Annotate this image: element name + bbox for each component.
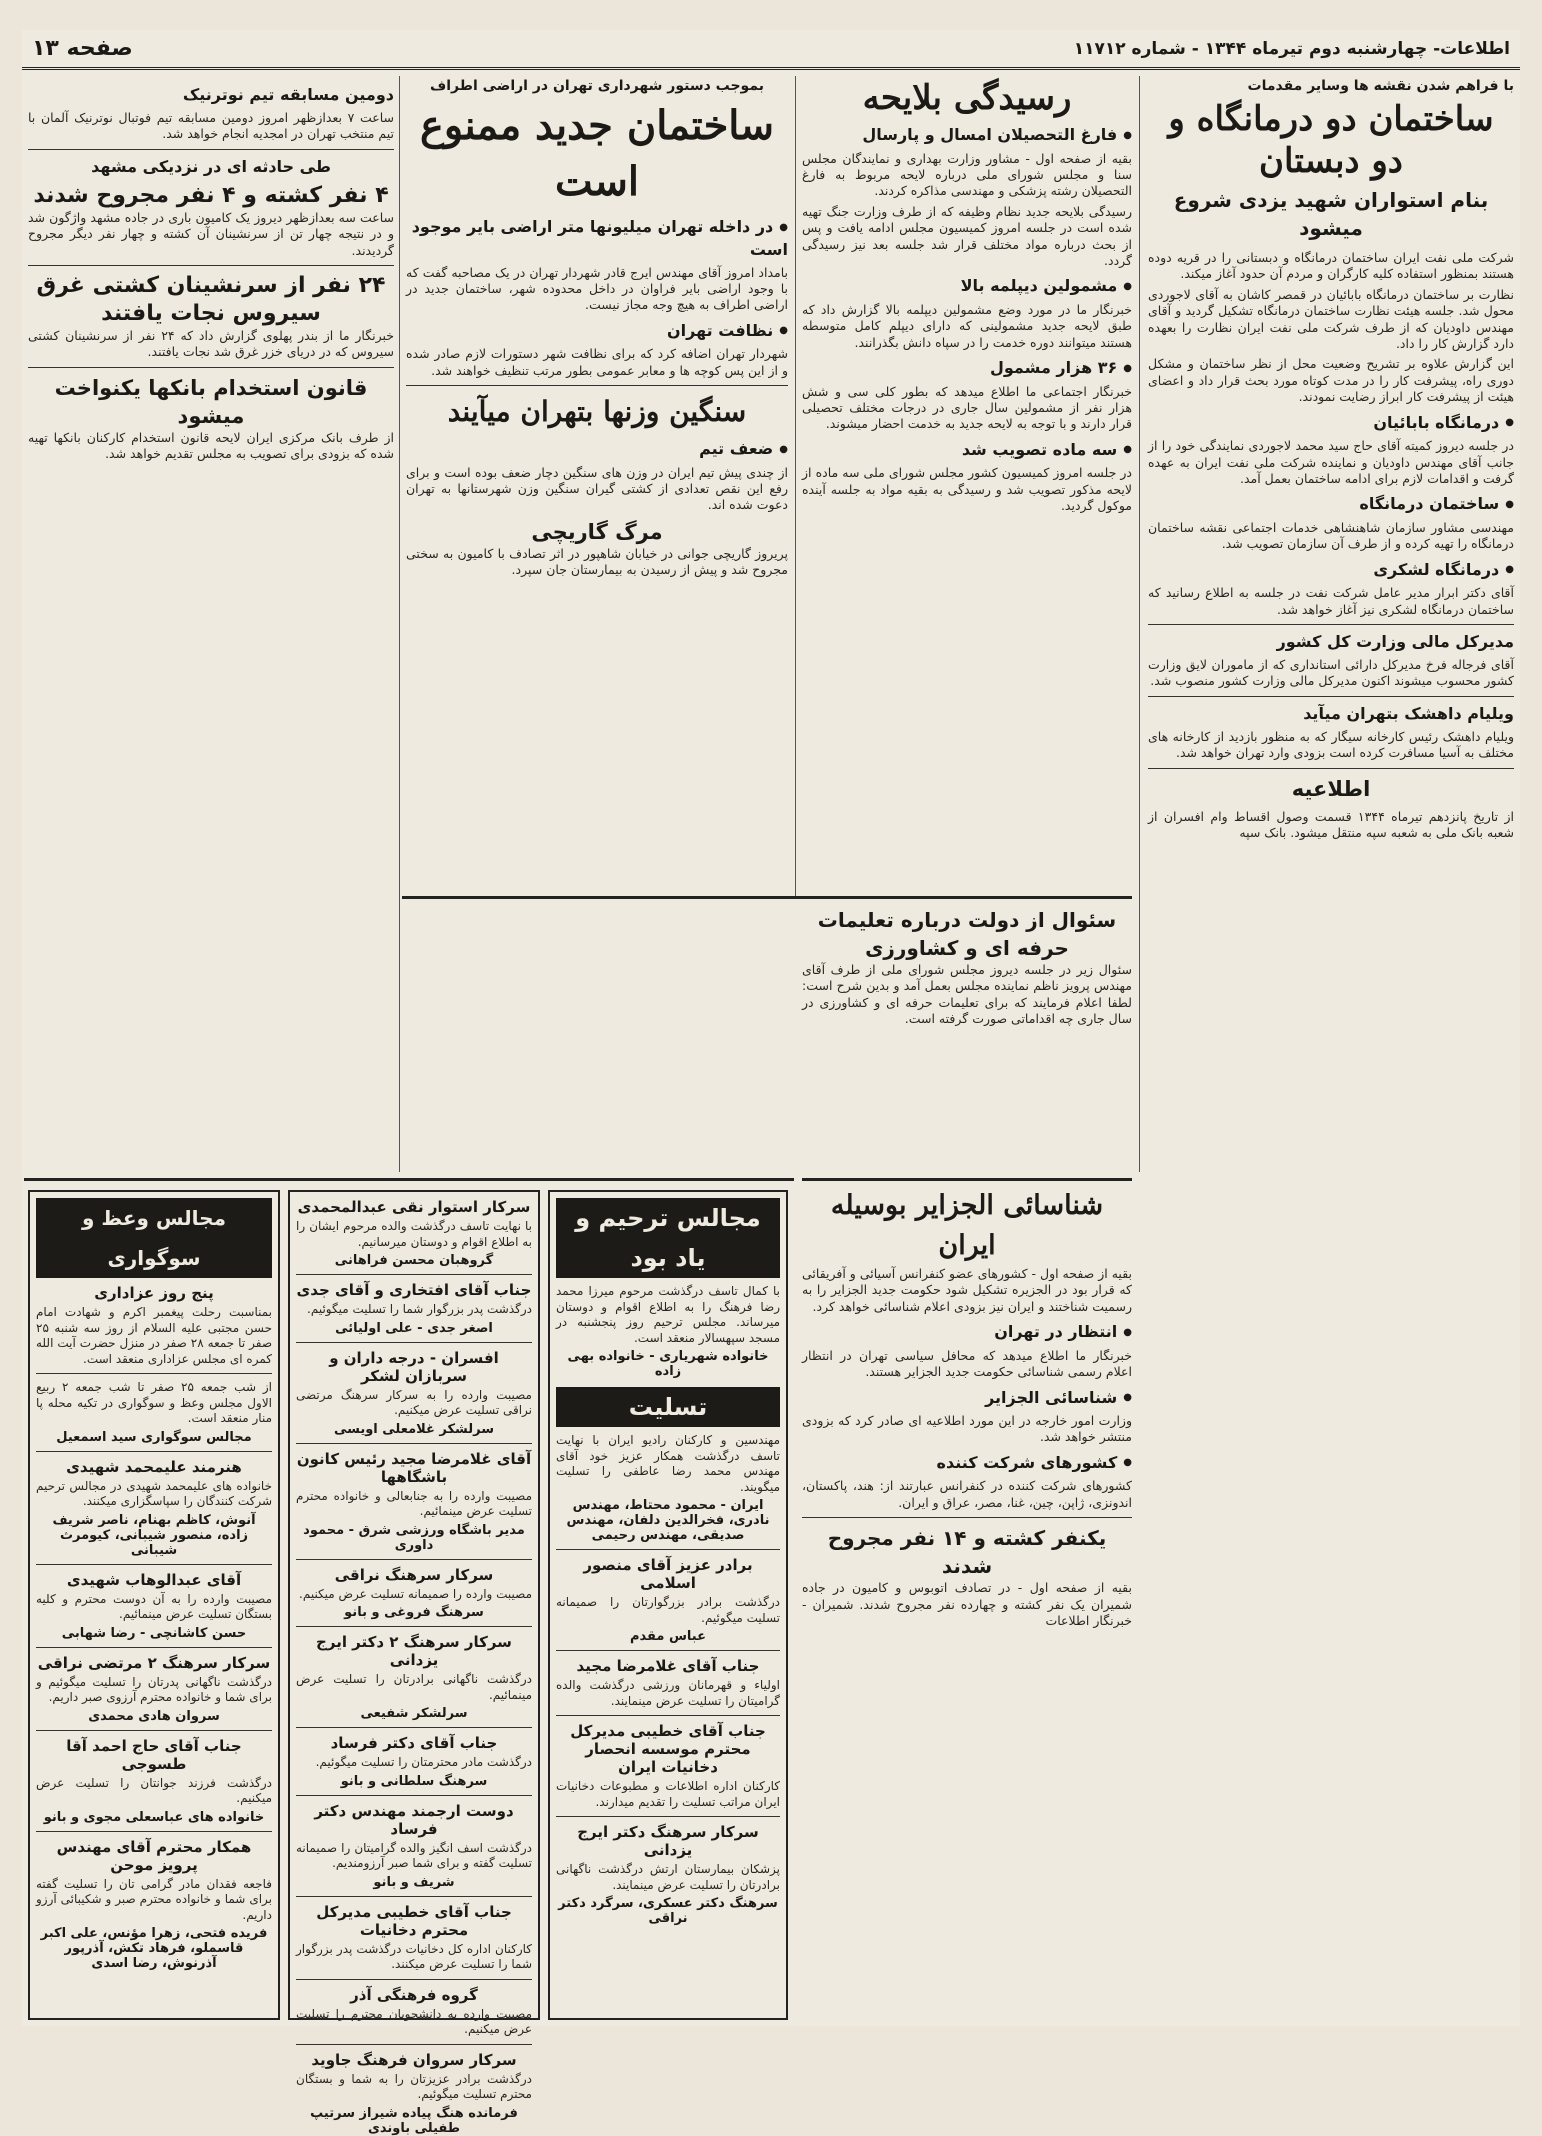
condolence-item: جناب آقای خطیبی مدیرکل محترم دخانیات کارکنان اداره کل دخانیات درگذشت پدر بزرگوار شما را تسلیت عرض میکنند. bbox=[296, 1902, 532, 1971]
headline-bill: رسیدگی بلایحه bbox=[862, 78, 1072, 118]
mourning-column bbox=[28, 1190, 280, 2020]
divider bbox=[556, 1816, 780, 1817]
headline-construction: ساختمان جدید ممنوع است bbox=[419, 102, 775, 205]
subhead-recognition: ● شناسائی الجزایر bbox=[802, 1387, 1132, 1410]
paragraph: بقیه از صفحه اول - مشاور وزارت بهداری و نمایندگان مجلس سنا و مجلس شورای ملی درباره لایحه مربوط به فارغ التحصیلان رشته پزشکی و مهندسی مذاکره کردند. bbox=[802, 150, 1132, 199]
subhead-cleanliness: ● نظافت تهران bbox=[406, 320, 788, 343]
subhead-notice: اطلاعیه bbox=[1291, 776, 1371, 801]
condolence-item: جناب آقای خطیبی مدیرکل محترم موسسه انحصار دخانیات ایران کارکنان اداره اطلاعات و مطبوعات دخانیات ایران مراتب تسلیت را تقدیم میدارند. bbox=[556, 1722, 780, 1809]
mourning-item: سرکار سرهنگ ۲ مرتضی نراقی درگذشت ناگهانی پدرتان را تسلیت میگوئیم و برای شما و خانواده محترم آرزوی صبر داریم. سروان هادی محمدی bbox=[36, 1653, 272, 1724]
divider bbox=[296, 1443, 532, 1444]
condolence-item: دوست ارجمند مهندس دکتر فرساد درگذشت اسف انگیز والده گرامیتان را صمیمانه تسلیت گفته و برای شما صبر آرزومندیم. شریف و بانو bbox=[296, 1801, 532, 1890]
condolence-item: گروه فرهنگی آذر مصیبت وارده به دانشجویان محترم را تسلیت عرض میکنیم. bbox=[296, 1985, 532, 2036]
divider bbox=[296, 1626, 532, 1627]
page-number: صفحه ۱۳ bbox=[32, 36, 133, 61]
paragraph: بقیه از صفحه اول - کشورهای عضو کنفرانس آسیائی و آفریقائی که قرار بود در الجزیره تشکیل شود حکومت جدید الجزایر را به رسمیت شناختند و ایران نیز بزودی اعلام شناسائی خواهد کرد. bbox=[801, 1266, 1132, 1314]
subhead-william: ویلیام داهشک بتهران میآید bbox=[1303, 703, 1514, 723]
divider bbox=[296, 1979, 532, 1980]
paragraph: سئوال زیر در جلسه دیروز مجلس شورای ملی از طرف آقای مهندس پرویز ناظم نماینده مجلس بعمل آمد و بدین شرح است: لطفا اعلام فرمایند که برای تعلیمات حرفه ای و کشاورزی در سال جاری چه اقداماتی صورت گرفته است. bbox=[802, 962, 1132, 1027]
column-rule bbox=[399, 76, 400, 1172]
subhead-weakness: ● ضعف تیم bbox=[406, 438, 788, 461]
column-bill bbox=[802, 78, 1132, 890]
mourning-item: از شب جمعه ۲۵ صفر تا شب جمعه ۲ ربیع الاول مجلس وعظ و سوگواری در تکیه محله پا منار منعقد است. مجالس سوگواری سید اسمعیل bbox=[36, 1380, 272, 1445]
condolence-item: افسران - درجه داران و سربازان لشکر مصیبت وارده را به سرکار سرهنگ مرتضی نراقی تسلیت عرض میکنیم. سرلشکر غلامعلی اویسی bbox=[296, 1348, 532, 1437]
divider bbox=[802, 1517, 1132, 1518]
paragraph: آقای دکتر ابرار مدیر عامل شرکت نفت در جلسه به اطلاع رسانید که ساختمان درمانگاه لشکری نیز آغاز خواهد شد. bbox=[1148, 585, 1514, 617]
subhead-participants: ● کشورهای شرکت کننده bbox=[802, 1452, 1132, 1475]
condolence-column bbox=[548, 1190, 788, 2020]
divider bbox=[36, 1647, 272, 1648]
divider bbox=[296, 1559, 532, 1560]
column-right bbox=[1148, 78, 1514, 2018]
headline-heavyweights: سنگین وزنها بتهران میآیند bbox=[447, 395, 747, 429]
divider bbox=[28, 265, 394, 266]
headline-ship: ۲۴ نفر از سرنشینان کشتی غرق سیروس نجات یافتند bbox=[36, 273, 386, 327]
newspaper-page bbox=[22, 30, 1520, 2136]
paragraph: ساعت ۷ بعدازظهر امروز دومین مسابقه تیم فوتبال نوترنیک آلمان با تیم منتخب تهران در امجدیه انجام خواهد شد. bbox=[28, 110, 394, 142]
subhead-darmangah: ● ساختمان درمانگاه bbox=[1148, 493, 1514, 516]
subhead-finance: مدیرکل مالی وزارت کل کشور bbox=[1276, 632, 1514, 651]
subhead-36k: ● ۳۶ هزار مشمول bbox=[802, 357, 1132, 380]
section-divider bbox=[802, 1178, 1132, 1181]
kicker: بموجب دستور شهرداری تهران در اراضی اطراف bbox=[430, 78, 764, 94]
condolence-item: سرکار سرهنگ دکتر ایرج یزدانی پزشکان بیمارستان ارتش درگذشت ناگهانی برادرتان را تسلیت عرض مینمایند. سرهنگ دکتر عسکری، سرگرد دکتر نراقی bbox=[556, 1823, 780, 1926]
mourning-banner: مجالس وعظ و سوگواری bbox=[36, 1198, 272, 1278]
paragraph: رسیدگی بلایحه جدید نظام وظیفه که از طرف وزارت جنگ تهیه شده است در جلسه امروز کمیسیون مجلس ادامه یافت و پس از بحث درباره مواد مختلف قرار شد جلسه بعد نیز رسیدگی گردد. bbox=[802, 203, 1132, 268]
divider bbox=[296, 1795, 532, 1796]
paragraph: از چندی پیش تیم ایران در وزن های سنگین دچار ضعف بوده است و برای رفع این نقص تعدادی از کشتی گیران سنگین وزن شهرستانها به تهران دعوت شده اند. bbox=[406, 464, 788, 513]
paragraph: شهردار تهران اضافه کرد که برای نظافت شهر دستورات لازم صادر شده و از این پس کوچه ها و معابر عمومی بطور مرتب تنظیف خواهند شد. bbox=[406, 346, 788, 378]
paragraph: بامداد امروز آقای مهندس ایرج قادر شهردار تهران در یک مصاحبه گفت که با وجود اراضی بایر فراوان در داخل محدوده شهر، ساختمان جدید در اراضی اطراف به هیچ وجه مجاز نیست. bbox=[406, 264, 788, 313]
subhead-conscripts: ● مشمولین دیپلمه بالا bbox=[802, 275, 1132, 298]
divider bbox=[406, 385, 788, 386]
condolence-item: سرکار سرهنگ نراقی مصیبت وارده را صمیمانه تسلیت عرض میکنیم. سرهنگ فروغی و بانو bbox=[299, 1565, 532, 1620]
divider bbox=[296, 1727, 532, 1728]
paragraph: خبرنگار ما اطلاع میدهد که محافل سیاسی تهران در انتظار اعلام رسمی شناسائی حکومت جدید الجزایر هستند. bbox=[802, 1347, 1132, 1380]
paragraph: از تاریخ پانزدهم تیرماه ۱۳۴۴ قسمت وصول اقساط وام افسران از شعبه بانک ملی به شعبه سپه منتقل میشود. بانک سپه bbox=[1148, 808, 1514, 841]
condolence-item: سرکار سروان فرهنگ جاوید درگذشت برادر عزیزتان را به شما و بستگان محترم تسلیت میگوئیم. فرمانده هنگ پیاده شیراز سرتیپ طفیلی باوندی bbox=[296, 2050, 532, 2136]
headline-clinic: ساختمان دو درمانگاه و دو دبستان bbox=[1168, 99, 1494, 181]
divider bbox=[36, 1831, 272, 1832]
kicker-accident: طی حادثه ای در نزدیکی مشهد bbox=[91, 156, 331, 176]
subhead-football: دومین مسابقه تیم نوترنیک bbox=[182, 85, 394, 104]
subhead-three-articles: ● سه ماده تصویب شد bbox=[802, 439, 1132, 462]
column-question bbox=[802, 906, 1132, 1172]
paragraph: این گزارش علاوه بر تشریح وضعیت محل از نظر ساختمان و مشکل دوری راه، پیشرفت کار را در مدت کوتاه مورد بحث قرار داد و اعضای هیئت از پیشرفت کار ابراز رضایت نمودند. bbox=[1148, 356, 1514, 405]
divider bbox=[36, 1451, 272, 1452]
subhead-inside-tehran: ● در داخله تهران میلیونها متر اراضی بایر موجود است bbox=[406, 216, 788, 261]
divider bbox=[556, 1650, 780, 1651]
headline-bank-law: قانون استخدام بانکها یکنواخت میشود bbox=[54, 375, 368, 428]
paragraph: نظارت بر ساختمان درمانگاه بابائیان در قمصر کاشان به آقای لاجوردی محول شد. جلسه هیئت نظارت ساختمان درمانگاه تشکیل گردید و آقای مهندس داودیان که از طرف شرکت ملی نفت ایران نظارت را بعهده دارد گزارش کار را داد. bbox=[1148, 286, 1514, 352]
paragraph: خبرنگار ما از بندر پهلوی گزارش داد که ۲۴ نفر از سرنشینان کشتی سیروس که در دریای خزر غرق شد نجات یافتند. bbox=[28, 328, 394, 360]
masthead bbox=[22, 30, 1520, 70]
mourning-item: آقای عبدالوهاب شهیدی مصیبت وارده را به آن دوست محترم و کلیه بستگان تسلیت عرض مینمائیم. حسن کاشانچی - رضا شهابی bbox=[36, 1570, 272, 1641]
column-construction bbox=[406, 78, 788, 890]
paragraph: مهندسی مشاور سازمان شاهنشاهی خدمات اجتماعی نقشه ساختمان درمانگاه را تهیه کرده و از طرف آن سازمان تصویب شد. bbox=[1148, 519, 1514, 552]
paragraph: در جلسه امروز کمیسیون کشور مجلس شورای ملی سه ماده از لایحه مذکور تصویب شد و رسیدگی به بقیه مواد به جلسه آینده موکول گردید. bbox=[802, 465, 1132, 514]
paragraph: پریروز گاریچی جوانی در خیابان شاهپور در اثر تصادف با کامیون به سختی مجروح شد و پیش از رسیدن به بیمارستان جان سپرد. bbox=[406, 545, 788, 578]
paragraph: آقای فرجاله فرخ مدیرکل دارائی استانداری که از ماموران لایق وزارت کشور محسوب میشوند اکنون مدیرکل مالی وزارت کشور منصوب شد. bbox=[1148, 657, 1514, 689]
divider bbox=[556, 1549, 780, 1550]
mourning-item: جناب آقای حاج احمد آقا طسوجی درگذشت فرزند جوانتان را تسلیت عرض میکنیم. خانواده های عباسعلی مجوی و بانو bbox=[36, 1736, 272, 1825]
headline-crash: یکنفر کشته و ۱۴ نفر مجروح شدند bbox=[827, 1526, 1107, 1579]
divider bbox=[36, 1564, 272, 1565]
headline-accident: ۴ نفر کشته و ۴ نفر مجروح شدند bbox=[33, 182, 389, 208]
subhead-lashkari: ● درمانگاه لشکری bbox=[1148, 559, 1514, 582]
headline-question: سئوال از دولت درباره تعلیمات حرفه ای و کشاورزی bbox=[817, 908, 1117, 960]
divider bbox=[1148, 624, 1514, 625]
condolence-item: آقای غلامرضا مجید رئیس کانون باشگاهها مصیبت وارده را به جنابعالی و خانواده محترم تسلیت عرض مینمائیم. مدیر باشگاه ورزشی شرق - محمود داوری bbox=[296, 1449, 532, 1553]
paragraph: خبرنگار اجتماعی ما اطلاع میدهد که بطور کلی سی و شش هزار نفر از مشمولین سال جاری در درجات مختلف تحصیلی قرار دارند و با توجه به لایحه جدید به خدمت احضار میشوند. bbox=[802, 383, 1132, 432]
column-left bbox=[28, 78, 394, 1168]
condolence-item: جناب آقای غلامرضا مجید اولیاء و قهرمانان ورزشی درگذشت والده گرامیتان را تسلیت عرض مینمایند. bbox=[556, 1657, 780, 1708]
divider bbox=[556, 1715, 780, 1716]
divider bbox=[296, 1274, 532, 1275]
divider bbox=[36, 1730, 272, 1731]
section-divider bbox=[24, 1178, 794, 1181]
paragraph: کشورهای شرکت کننده در کنفرانس عبارتند از: هند، پاکستان، اندونزی، ژاپن، چین، غنا، مصر، عراق و ایران. bbox=[802, 1478, 1132, 1510]
mourning-item: هنرمند علیمحمد شهیدی خانواده های علیمحمد شهیدی در مجالس ترحیم شرکت کنندگان را سپاسگزاری میکنند. آنوش، کاظم بهنام، ناصر شریف زاده، منصور شیبانی، کیومرث شیبانی bbox=[36, 1457, 272, 1558]
subheadline-clinic: بنام استواران شهید یزدی شروع میشود bbox=[1173, 188, 1489, 240]
subhead-cart-driver: مرگ گاریچی bbox=[531, 519, 663, 544]
condolence-item: سرکار سرهنگ ۲ دکتر ایرج یزدانی درگذشت ناگهانی برادرتان را تسلیت عرض مینمائیم. سرلشکر شفیعی bbox=[296, 1633, 532, 1721]
mourning-item: پنج روز عزاداری بمناسبت رحلت پیغمبر اکرم و شهادت امام حسن مجتبی علیه السلام از روز سه شنبه ۲۵ صفر تا جمعه ۲۸ صفر در منزل حضرت آیت الله کمره ای مجلس عزاداری منعقد است. bbox=[36, 1284, 273, 1366]
divider bbox=[1148, 768, 1514, 769]
paragraph: وزارت امور خارجه در این مورد اطلاعیه ای صادر کرد که بزودی منتشر خواهد شد. bbox=[802, 1413, 1132, 1445]
column-rule bbox=[1139, 76, 1140, 1172]
issue-info: اطلاعات- چهارشنبه دوم تیرماه ۱۳۴۴ - شماره ۱۱۷۱۲ bbox=[1073, 38, 1510, 59]
divider bbox=[296, 1342, 532, 1343]
condolence-item: جناب آقای افتخاری و آقای جدی درگذشت پدر بزرگوار شما را تسلیت میگوئیم. اصغر جدی - علی اولیائی bbox=[296, 1281, 532, 1336]
paragraph: خبرنگار ما در مورد وضع مشمولین دیپلمه بالا گزارش داد که طبق لایحه جدید مشمولینی که دارای دیپلم کامل متوسطه هستند میتوانند دوره خدمت را در سپاه دانش بگذرانند. bbox=[802, 301, 1132, 350]
headline-algeria: شناسائی الجزایر بوسیله ایران bbox=[830, 1190, 1104, 1261]
condolence-column bbox=[288, 1190, 540, 2136]
condolence-item: با کمال تاسف درگذشت مرحوم میرزا محمد رضا فرهنگ را به اطلاع اقوام و دوستان میرساند. مجلس ترحیم روز پنجشنبه در مسجد سپهسالار منعقد است. خانواده شهریاری - خانواده بهی زاده bbox=[556, 1284, 780, 1379]
paragraph: ساعت سه بعدازظهر دیروز یک کامیون باری در جاده مشهد واژگون شد و در نتیجه چهار تن از سرنشینان آن کشته و چهار نفر دیگر مجروح گردیدند. bbox=[28, 209, 394, 258]
mourning-item: همکار محترم آقای مهندس پرویز موحن فاجعه فقدان مادر گرامی تان را تسلیت گفته برای شما و خانواده محترم صبر و شکیبائی آرزو داریم. فریده فتحی، زهرا مؤنس، علی اکبر قاسملو، فرهاد تکش، آذرپور آذرنوش، رضا اسدی bbox=[36, 1837, 272, 1971]
divider bbox=[36, 1373, 272, 1374]
divider bbox=[296, 1896, 532, 1897]
subhead-waiting: ● انتظار در تهران bbox=[802, 1321, 1132, 1344]
condolence-banner: تسلیت bbox=[556, 1387, 780, 1427]
paragraph: در جلسه دیروز کمیته آقای حاج سید محمد لاجوردی نمایندگی خود را از جانب آقای مهندس داودیان و نماینده شرکت ملی نفت ایران به عهده گرفت و اقدامات لازم برای ادامه ساختمان بعمل آمد. bbox=[1148, 438, 1514, 486]
subhead-graduates: ● فارغ التحصیلان امسال و پارسال bbox=[802, 124, 1132, 147]
paragraph: ویلیام داهشک رئیس کارخانه سیگار که به منظور بازدید از کارخانه های مختلف به آسیا مسافرت کرده است بزودی وارد تهران خواهد شد. bbox=[1148, 728, 1514, 761]
condolence-item: مهندسین و کارکنان رادیو ایران با نهایت تاسف درگذشت همکار عزیز خود آقای مهندس محمد رضا عاطفی را تسلیت میگویند. ایران - محمود محتاط، مهندس نادری، فخرالدین دلفان، مهندس صدیقی، مهندس رحیمی bbox=[556, 1433, 780, 1543]
subhead-babaian: ● درمانگاه بابائیان bbox=[1148, 412, 1514, 435]
section-divider bbox=[402, 896, 1132, 899]
kicker: با فراهم شدن نقشه ها وسایر مقدمات bbox=[1247, 78, 1514, 94]
column-rule bbox=[795, 76, 796, 896]
divider bbox=[296, 2044, 532, 2045]
condolence-item: سرکار استوار نقی عبدالمحمدی با نهایت تاسف درگذشت والده مرحوم ایشان را به اطلاع اقوام و دوستان میرسانیم. گروهبان محسن فراهانی bbox=[296, 1198, 532, 1268]
condolence-item: برادر عزیز آقای منصور اسلامی درگذشت برادر بزرگوارتان را صمیمانه تسلیت میگوئیم. عباس مقدم bbox=[556, 1556, 780, 1644]
divider bbox=[28, 367, 394, 368]
paragraph: از طرف بانک مرکزی ایران لایحه قانون استخدام کارکنان بانکها تهیه شده که بزودی برای تصویب به مجلس تقدیم خواهد شد. bbox=[28, 429, 394, 462]
memorial-banner: مجالس ترحیم و یاد بود bbox=[556, 1198, 780, 1278]
divider bbox=[28, 149, 394, 150]
condolence-item: جناب آقای دکتر فرساد درگذشت مادر محترمتان را تسلیت میگوئیم. سرهنگ سلطانی و بانو bbox=[315, 1734, 532, 1789]
column-algeria bbox=[802, 1186, 1132, 2018]
paragraph: شرکت ملی نفت ایران ساختمان درمانگاه و دبستانی را در قریه دوده هستند بمنظور استفاده کلیه کارگران و مردم آن حدود آغاز میکند. bbox=[1148, 250, 1514, 282]
divider bbox=[1148, 696, 1514, 697]
paragraph: بقیه از صفحه اول - در تصادف اتوبوس و کامیون در جاده شمیران یک نفر کشته و چهارده نفر مجروح شدند. شمیران - خبرنگار اطلاعات bbox=[802, 1580, 1132, 1628]
